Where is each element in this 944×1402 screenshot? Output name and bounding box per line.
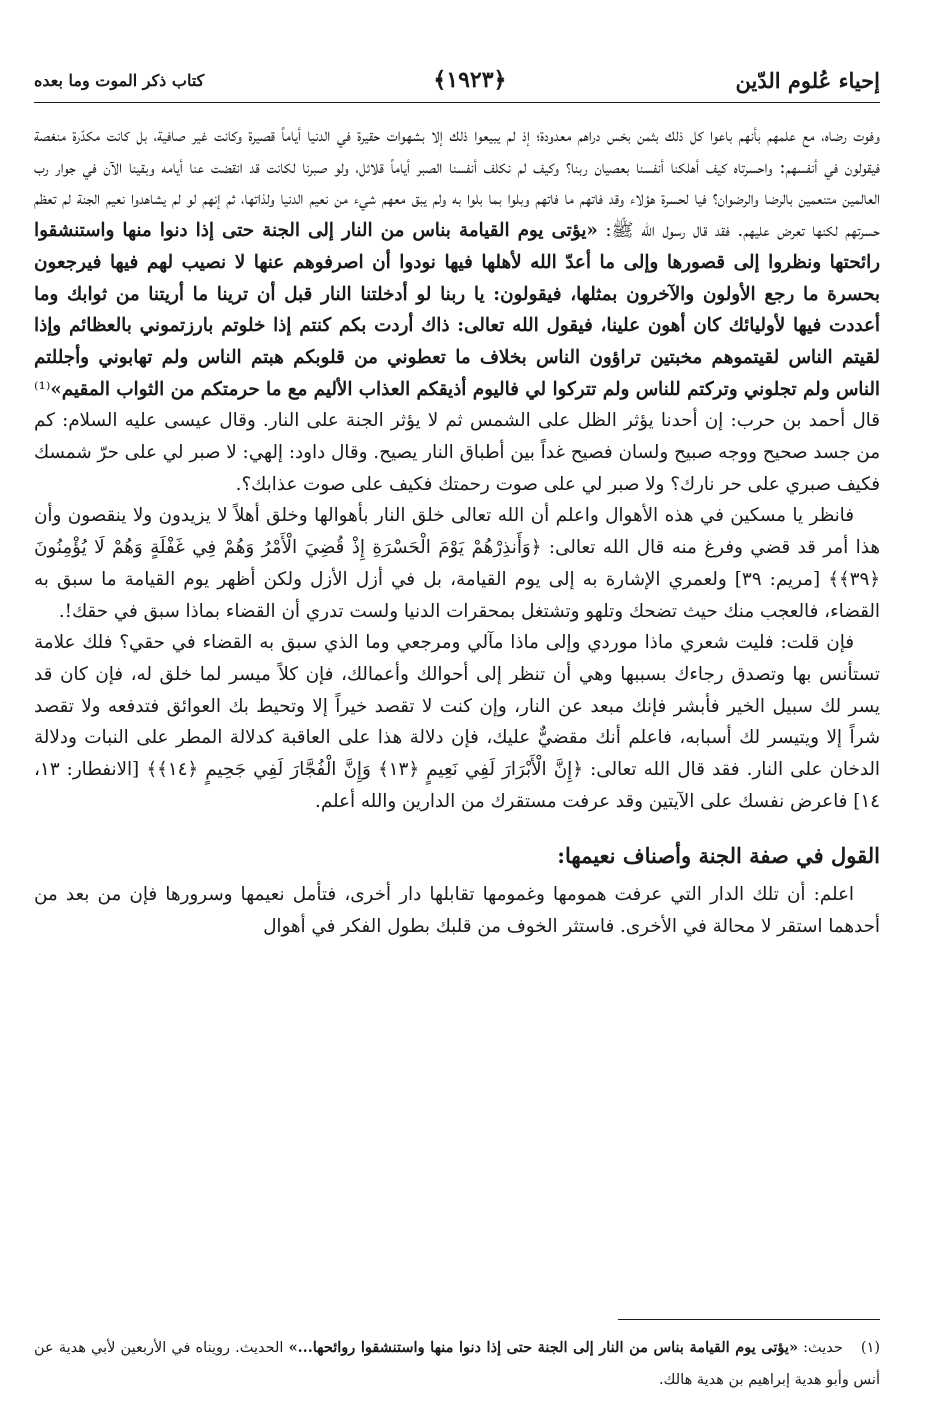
paragraph-3: [34, 627, 880, 817]
footnote-text: الحديث. رويناه في الأربعين لأبي هدية عن أنس وأبو هدية إبراهيم بن هدية هالك.: [34, 1340, 880, 1388]
paragraph-2: [34, 500, 880, 627]
text-run: فانظر يا مسكين في هذه الأهوال واعلم أن الله تعالى خلق النار بأهوالها وخلق أهلاً لا يزيدون ولا ينقصون وأن هذا أمر قد قضي وفرغ منه قال الله تعالى:: [34, 505, 880, 559]
footnote-label: حديث:: [798, 1340, 843, 1356]
hadith-quote: «يؤتى يوم القيامة بناس من النار إلى الجنة حتى إذا دنوا منها واستنشقوا رائحتها ونظروا إلى قصورها وإلى ما أعدّ الله لأهلها فيها نودوا أن اصرفوهم عنها لا نصيب لهم فيها فيرجعون بحسرة ما رجع الأولون والآخرون بمثلها، فيقولون: يا ربنا لو أدخلتنا النار قبل أن ترينا ما أريتنا من ثوابك وما أعددت فيها لأوليائك كان أهون علينا، فيقول الله تعالى: ذاك أردت بكم كنتم إذا خلوتم بارزتموني بالعظائم وإذا لقيتم الناس لقيتموهم مخبتين تراؤون الناس بخلاف ما تعطوني من قلوبكم هبتم الناس ولم تهابوني وأجللتم الناس ولم تجلوني وتركتم للناس ولم تتركوا لي فاليوم أذيقكم العذاب الأليم مع ما حرمتكم من الثواب المقيم»: [34, 220, 880, 400]
quran-verse: ﴿وَأَنذِرْهُمْ يَوْمَ الْحَسْرَةِ إِذْ قُضِيَ الْأَمْرُ وَهُمْ فِي غَفْلَةٍ وَهُمْ لَا يُؤْمِنُونَ ﴿٣٩﴾﴾: [34, 537, 880, 590]
text-run: وفوت رضاه، مع علمهم بأنهم باعوا كل ذلك بثمن بخس دراهم معدودة؛ إذ لم يبيعوا ذلك إلا بشهوات حقيرة في الدنيا أياماً قصيرة وكانت غير صافية، بل كانت مكدّرة منغصة فيقولون في أنفسهم: واحسرتاه كيف أهلكنا أنفسنا بعصيان ربنا؟ وكيف لم نكلف أنفسنا الصبر أياماً قلائل، ولو صبرنا لكانت قد انقضت عنا أيامه وبقينا الآن في جوار رب العالمين متنعمين بالرضا والرضوان؟ فيا لحسرة هؤلاء وقد فاتهم ما فاتهم وبلوا بما بلوا به ولم يبق معهم شيء من نعيم الدنيا ولذاتها، ثم إنهم لو لم يشاهدوا نعيم الجنة لم تعظم حسرتهم لكنها تعرض عليهم. فقد قال رسول الله ﷺ:: [34, 125, 880, 242]
footnote-quote: «يؤتى يوم القيامة بناس من النار إلى الجنة حتى إذا دنوا منها واستنشقوا روائحها...»: [288, 1339, 799, 1356]
page-number: ﴿١٩٢٣﴾: [433, 67, 507, 93]
text-run: فإن قلت: فليت شعري ماذا موردي وإلى ماذا مآلي ومرجعي وما الذي سبق به القضاء في حقي؟ فلك علامة تستأنس بها وتصدق رجاءك بسببها وهي أن تنظر إلى أحوالك وأعمالك، فإن كلاً ميسر لما خلق له، فإن كان قد يسر لك سبيل الخير فأبشر فإنك مبعد عن النار، وإن كنت لا تقصد خيراً إلا وتحيط بك العوائق فتدفعه ولا تقصد شراً إلا ويتيسر لك أسبابه، فاعلم أنك مقضيٌّ عليك، فإن دلالة هذا على العاقبة كدلالة المطر على النبات ودلالة الدخان على النار. فقد قال الله تعالى:: [34, 632, 881, 781]
chapter-title: كتاب ذكر الموت وما بعده: [34, 70, 205, 90]
page-body: [34, 120, 880, 943]
quran-verse: ﴿إِنَّ الْأَبْرَارَ لَفِي نَعِيمٍ ﴿١٣﴾ وَإِنَّ الْفُجَّارَ لَفِي جَحِيمٍ ﴿١٤﴾﴾: [146, 759, 583, 781]
text-run: ⁽¹⁾ قال أحمد بن حرب: إن أحدنا يؤثر الظل على الشمس ثم لا يؤثر الجنة على النار. وقال عيسى عليه السلام: كم من جسد صحيح ووجه صبيح ولسان فصيح غداً بين أطباق النار يصيح. وقال داود: إلهي: لا صبر لي على حرّ شمسك فكيف صبري على حر نارك؟ ولا صبر لي على صوت رحمتك فكيف على صوت عذابك؟.: [34, 378, 880, 495]
paragraph-1: [34, 120, 880, 500]
book-page: [34, 58, 881, 1388]
book-title: إحياء عُلوم الدّين: [735, 67, 880, 93]
section-paragraph: اعلم: أن تلك الدار التي عرفت همومها وغمومها تقابلها دار أخرى، فتأمل نعيمها وسرورها فإن من بعد من أحدهما استقر لا محالة في الأخرى. فاستثر الخوف من قلبك بطول الفكر في أهوال: [34, 884, 880, 938]
text-run: [مريم: ٣٩] ولعمري الإشارة به إلى يوم القيامة، بل في أزل الأزل ولكن أظهر يوم القيامة ما سبق به القضاء، فالعجب منك حيث تضحك وتلهو وتشتغل بمحقرات الدنيا ولست تدري أن القضاء بماذا سبق في حقك!.: [34, 568, 880, 622]
footnote: [34, 1332, 880, 1396]
text-run: [الانفطار: ١٣، ١٤] فاعرض نفسك على الآيتين وقد عرفت مستقرك من الدارين والله أعلم.: [34, 759, 880, 812]
page-header: [34, 58, 880, 103]
footnote-number: (١): [860, 1340, 881, 1356]
footnote-divider: [618, 1319, 880, 1320]
section-heading: القول في صفة الجنة وأصناف نعيمها:: [557, 843, 880, 869]
